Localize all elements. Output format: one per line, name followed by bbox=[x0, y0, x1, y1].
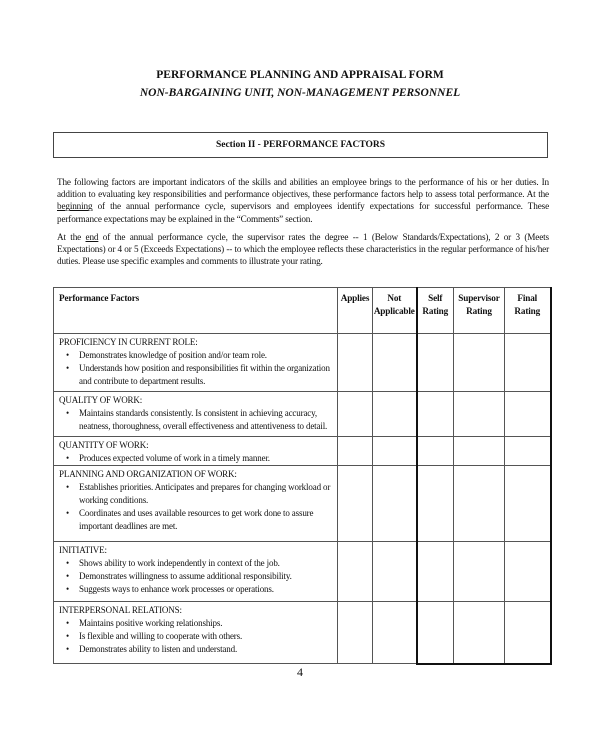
final-rating-cell[interactable] bbox=[505, 542, 551, 602]
self-rating-cell[interactable] bbox=[417, 392, 454, 437]
underlined-text: beginning bbox=[57, 201, 93, 212]
self-rating-cell[interactable] bbox=[417, 542, 454, 602]
factor-item: • Demonstrates willingness to assume additional responsibility. bbox=[79, 570, 333, 583]
header-supervisor-rating: Supervisor Rating bbox=[454, 288, 505, 334]
not-applicable-cell[interactable] bbox=[373, 466, 417, 542]
intro-paragraph bbox=[57, 176, 549, 225]
page-number: 4 bbox=[297, 665, 303, 679]
factor-item: • Suggests ways to enhance work processes or operations. bbox=[79, 583, 333, 596]
applies-cell[interactable] bbox=[338, 437, 373, 466]
supervisor-rating-cell[interactable] bbox=[454, 334, 505, 392]
supervisor-rating-cell[interactable] bbox=[454, 392, 505, 437]
factor-list bbox=[59, 349, 333, 388]
factor-cell bbox=[54, 542, 338, 602]
applies-cell[interactable] bbox=[338, 542, 373, 602]
factor-list bbox=[59, 407, 333, 433]
supervisor-rating-cell[interactable] bbox=[454, 466, 505, 542]
not-applicable-cell[interactable] bbox=[373, 437, 417, 466]
table-row bbox=[54, 334, 551, 392]
factor-category: INTERPERSONAL RELATIONS: bbox=[59, 605, 182, 615]
factor-item: • Produces expected volume of work in a timely manner. bbox=[79, 452, 333, 465]
final-rating-cell[interactable] bbox=[505, 334, 551, 392]
factor-category: PLANNING AND ORGANIZATION OF WORK: bbox=[59, 469, 237, 479]
not-applicable-cell[interactable] bbox=[373, 542, 417, 602]
factor-item: • Coordinates and uses available resources to get work done to assure important deadlines are met. bbox=[79, 507, 333, 533]
self-rating-cell[interactable] bbox=[417, 437, 454, 466]
factor-item: • Is flexible and willing to cooperate with others. bbox=[79, 630, 333, 643]
final-rating-cell[interactable] bbox=[505, 602, 551, 664]
table-row bbox=[54, 542, 551, 602]
applies-cell[interactable] bbox=[338, 602, 373, 664]
applies-cell[interactable] bbox=[338, 466, 373, 542]
underlined-text: end bbox=[85, 232, 99, 242]
header-performance-factors: Performance Factors bbox=[54, 288, 338, 334]
self-rating-cell[interactable] bbox=[417, 334, 454, 392]
not-applicable-cell[interactable] bbox=[373, 602, 417, 664]
final-rating-cell[interactable] bbox=[505, 466, 551, 542]
factor-list bbox=[59, 481, 333, 533]
form-title: PERFORMANCE PLANNING AND APPRAISAL FORM bbox=[156, 69, 444, 81]
factor-cell bbox=[54, 437, 338, 466]
factor-category: QUANTITY OF WORK: bbox=[59, 440, 149, 450]
table-row bbox=[54, 392, 551, 437]
factor-item: • Maintains positive working relationships. bbox=[79, 617, 333, 630]
table-row bbox=[54, 602, 551, 664]
rating-paragraph bbox=[57, 231, 549, 268]
final-rating-cell[interactable] bbox=[505, 437, 551, 466]
factor-cell bbox=[54, 466, 338, 542]
final-rating-cell[interactable] bbox=[505, 392, 551, 437]
factor-item: • Demonstrates knowledge of position and/or team role. bbox=[79, 349, 333, 362]
supervisor-rating-cell[interactable] bbox=[454, 437, 505, 466]
factor-cell bbox=[54, 602, 338, 664]
not-applicable-cell[interactable] bbox=[373, 392, 417, 437]
factor-list bbox=[59, 617, 333, 656]
header-not-applicable: Not Applicable bbox=[373, 288, 417, 334]
self-rating-cell[interactable] bbox=[417, 602, 454, 664]
table-row bbox=[54, 466, 551, 542]
applies-cell[interactable] bbox=[338, 392, 373, 437]
header-final-rating: Final Rating bbox=[505, 288, 551, 334]
text: The following factors are important indicators of the skills and abilities an employee brings to the performance of his or her duties. In addition to evaluating key responsibilities and performance objectives, these performance factors help to assess total performance. At the bbox=[57, 177, 549, 200]
factor-cell bbox=[54, 392, 338, 437]
header-self-rating: Self Rating bbox=[417, 288, 454, 334]
factor-list bbox=[59, 452, 333, 465]
supervisor-rating-cell[interactable] bbox=[454, 542, 505, 602]
factor-item: • Demonstrates ability to listen and understand. bbox=[79, 643, 333, 656]
form-subtitle: NON-BARGAINING UNIT, NON-MANAGEMENT PERSONNEL bbox=[139, 87, 461, 99]
text: of the annual performance cycle, the supervisor rates the degree -- 1 (Below Standards/Expectations), 2 or 3 (Meets Expectations) or 4 or 5 (Exceeds Expectations) -- to which the employee reflects these characteristics in the regular performance of his/her duties. Please use specific examples and comments to illustrate your rating. bbox=[57, 232, 549, 267]
factor-item: • Establishes priorities. Anticipates and prepares for changing workload or working conditions. bbox=[79, 481, 333, 507]
table-row bbox=[54, 437, 551, 466]
not-applicable-cell[interactable] bbox=[373, 334, 417, 392]
factor-cell bbox=[54, 334, 338, 392]
performance-factors-table bbox=[53, 287, 552, 665]
factor-category: PROFICIENCY IN CURRENT ROLE: bbox=[59, 337, 198, 347]
text: of the annual performance cycle, supervisors and employees identify expectations for successful performance. These performance expectations may be explained in the “Comments” section. bbox=[57, 201, 549, 224]
factor-list bbox=[59, 557, 333, 596]
self-rating-cell[interactable] bbox=[417, 466, 454, 542]
supervisor-rating-cell[interactable] bbox=[454, 602, 505, 664]
table-header-row bbox=[54, 288, 551, 334]
section-heading: Section II - PERFORMANCE FACTORS bbox=[53, 132, 548, 158]
text: At the bbox=[57, 232, 86, 242]
header-applies: Applies bbox=[338, 288, 373, 334]
factor-item: • Maintains standards consistently. Is consistent in achieving accuracy, neatness, thoroughness, overall effectiveness and attentiveness to detail. bbox=[79, 407, 333, 433]
factor-category: INITIATIVE: bbox=[59, 545, 107, 555]
factor-category: QUALITY OF WORK: bbox=[59, 395, 143, 405]
factor-item: • Understands how position and responsibilities fit within the organization and contribute to department results. bbox=[79, 362, 333, 388]
applies-cell[interactable] bbox=[338, 334, 373, 392]
factor-item: • Shows ability to work independently in context of the job. bbox=[79, 557, 333, 570]
